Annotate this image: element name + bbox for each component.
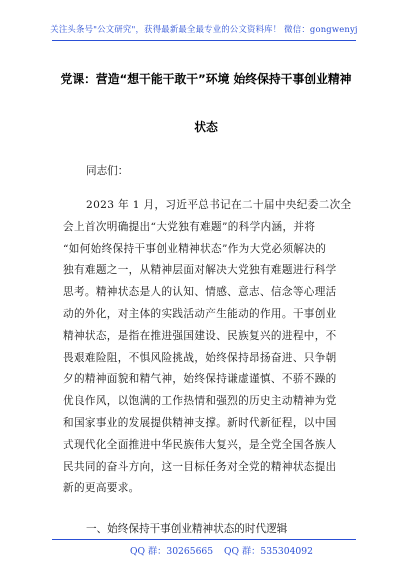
greeting: 同志们： bbox=[86, 165, 129, 177]
paragraph-line: 独有难题之一，从精神层面对解决大党独有难题进行科学 bbox=[63, 264, 337, 277]
paragraph-line: “如何始终保持干事创业精神状态”作为大党必须解决的 bbox=[63, 242, 327, 255]
paragraph-line: 新的更高要求。 bbox=[63, 482, 140, 495]
paragraph-line: 畏艰难险阻，不惧风险挑战，始终保持昂扬奋进、只争朝 bbox=[63, 351, 337, 364]
paragraph-line: 和国家事业的发展提供精神支撑。新时代新征程，以中国 bbox=[63, 416, 337, 429]
paragraph-line: 夕的精神面貌和精气神，始终保持谦虚谨慎、不骄不躁的 bbox=[63, 373, 337, 386]
paragraph-line: 会上首次明确提出“大党独有难题”的科学内涵，并将 bbox=[63, 220, 316, 233]
document-title-line-2: 状态 bbox=[194, 120, 218, 134]
paragraph-line: 精神状态，是指在推进强国建设、民族复兴的进程中，不 bbox=[63, 329, 337, 342]
paragraph-line: 动的外化，对主体的实践活动产生能动的作用。干事创业 bbox=[63, 307, 337, 320]
body-paragraph bbox=[63, 195, 363, 500]
document-title-line-1: 党课：营造“想干能干敢干”环境 始终保持干事创业精神 bbox=[60, 72, 352, 86]
header-divider bbox=[52, 40, 356, 41]
footer-qq-group-left: QQ 群：30265665 bbox=[130, 546, 214, 557]
paragraph-line: 式现代化全面推进中华民族伟大复兴，是全党全国各族人 bbox=[63, 438, 337, 451]
header-banner: 关注头条号"公文研究"，获得最新最全最专业的公文资料库！ 微信：gongwenyj bbox=[50, 24, 358, 34]
paragraph-line: 民共同的奋斗方向，这一目标任务对全党的精神状态提出 bbox=[63, 460, 337, 473]
paragraph-line: 优良作风，以饱满的工作热情和强烈的历史主动精神为党 bbox=[63, 395, 337, 408]
footer-divider bbox=[52, 539, 356, 540]
section-heading: 一、始终保持干事创业精神状态的时代逻辑 bbox=[86, 523, 288, 535]
footer-qq-group-right: QQ 群：535304092 bbox=[224, 546, 313, 557]
paragraph-line: 思考。精神状态是人的认知、情感、意志、信念等心理活 bbox=[63, 286, 337, 299]
paragraph-line: 2023 年 1 月，习近平总书记在二十届中央纪委二次全 bbox=[86, 199, 352, 211]
